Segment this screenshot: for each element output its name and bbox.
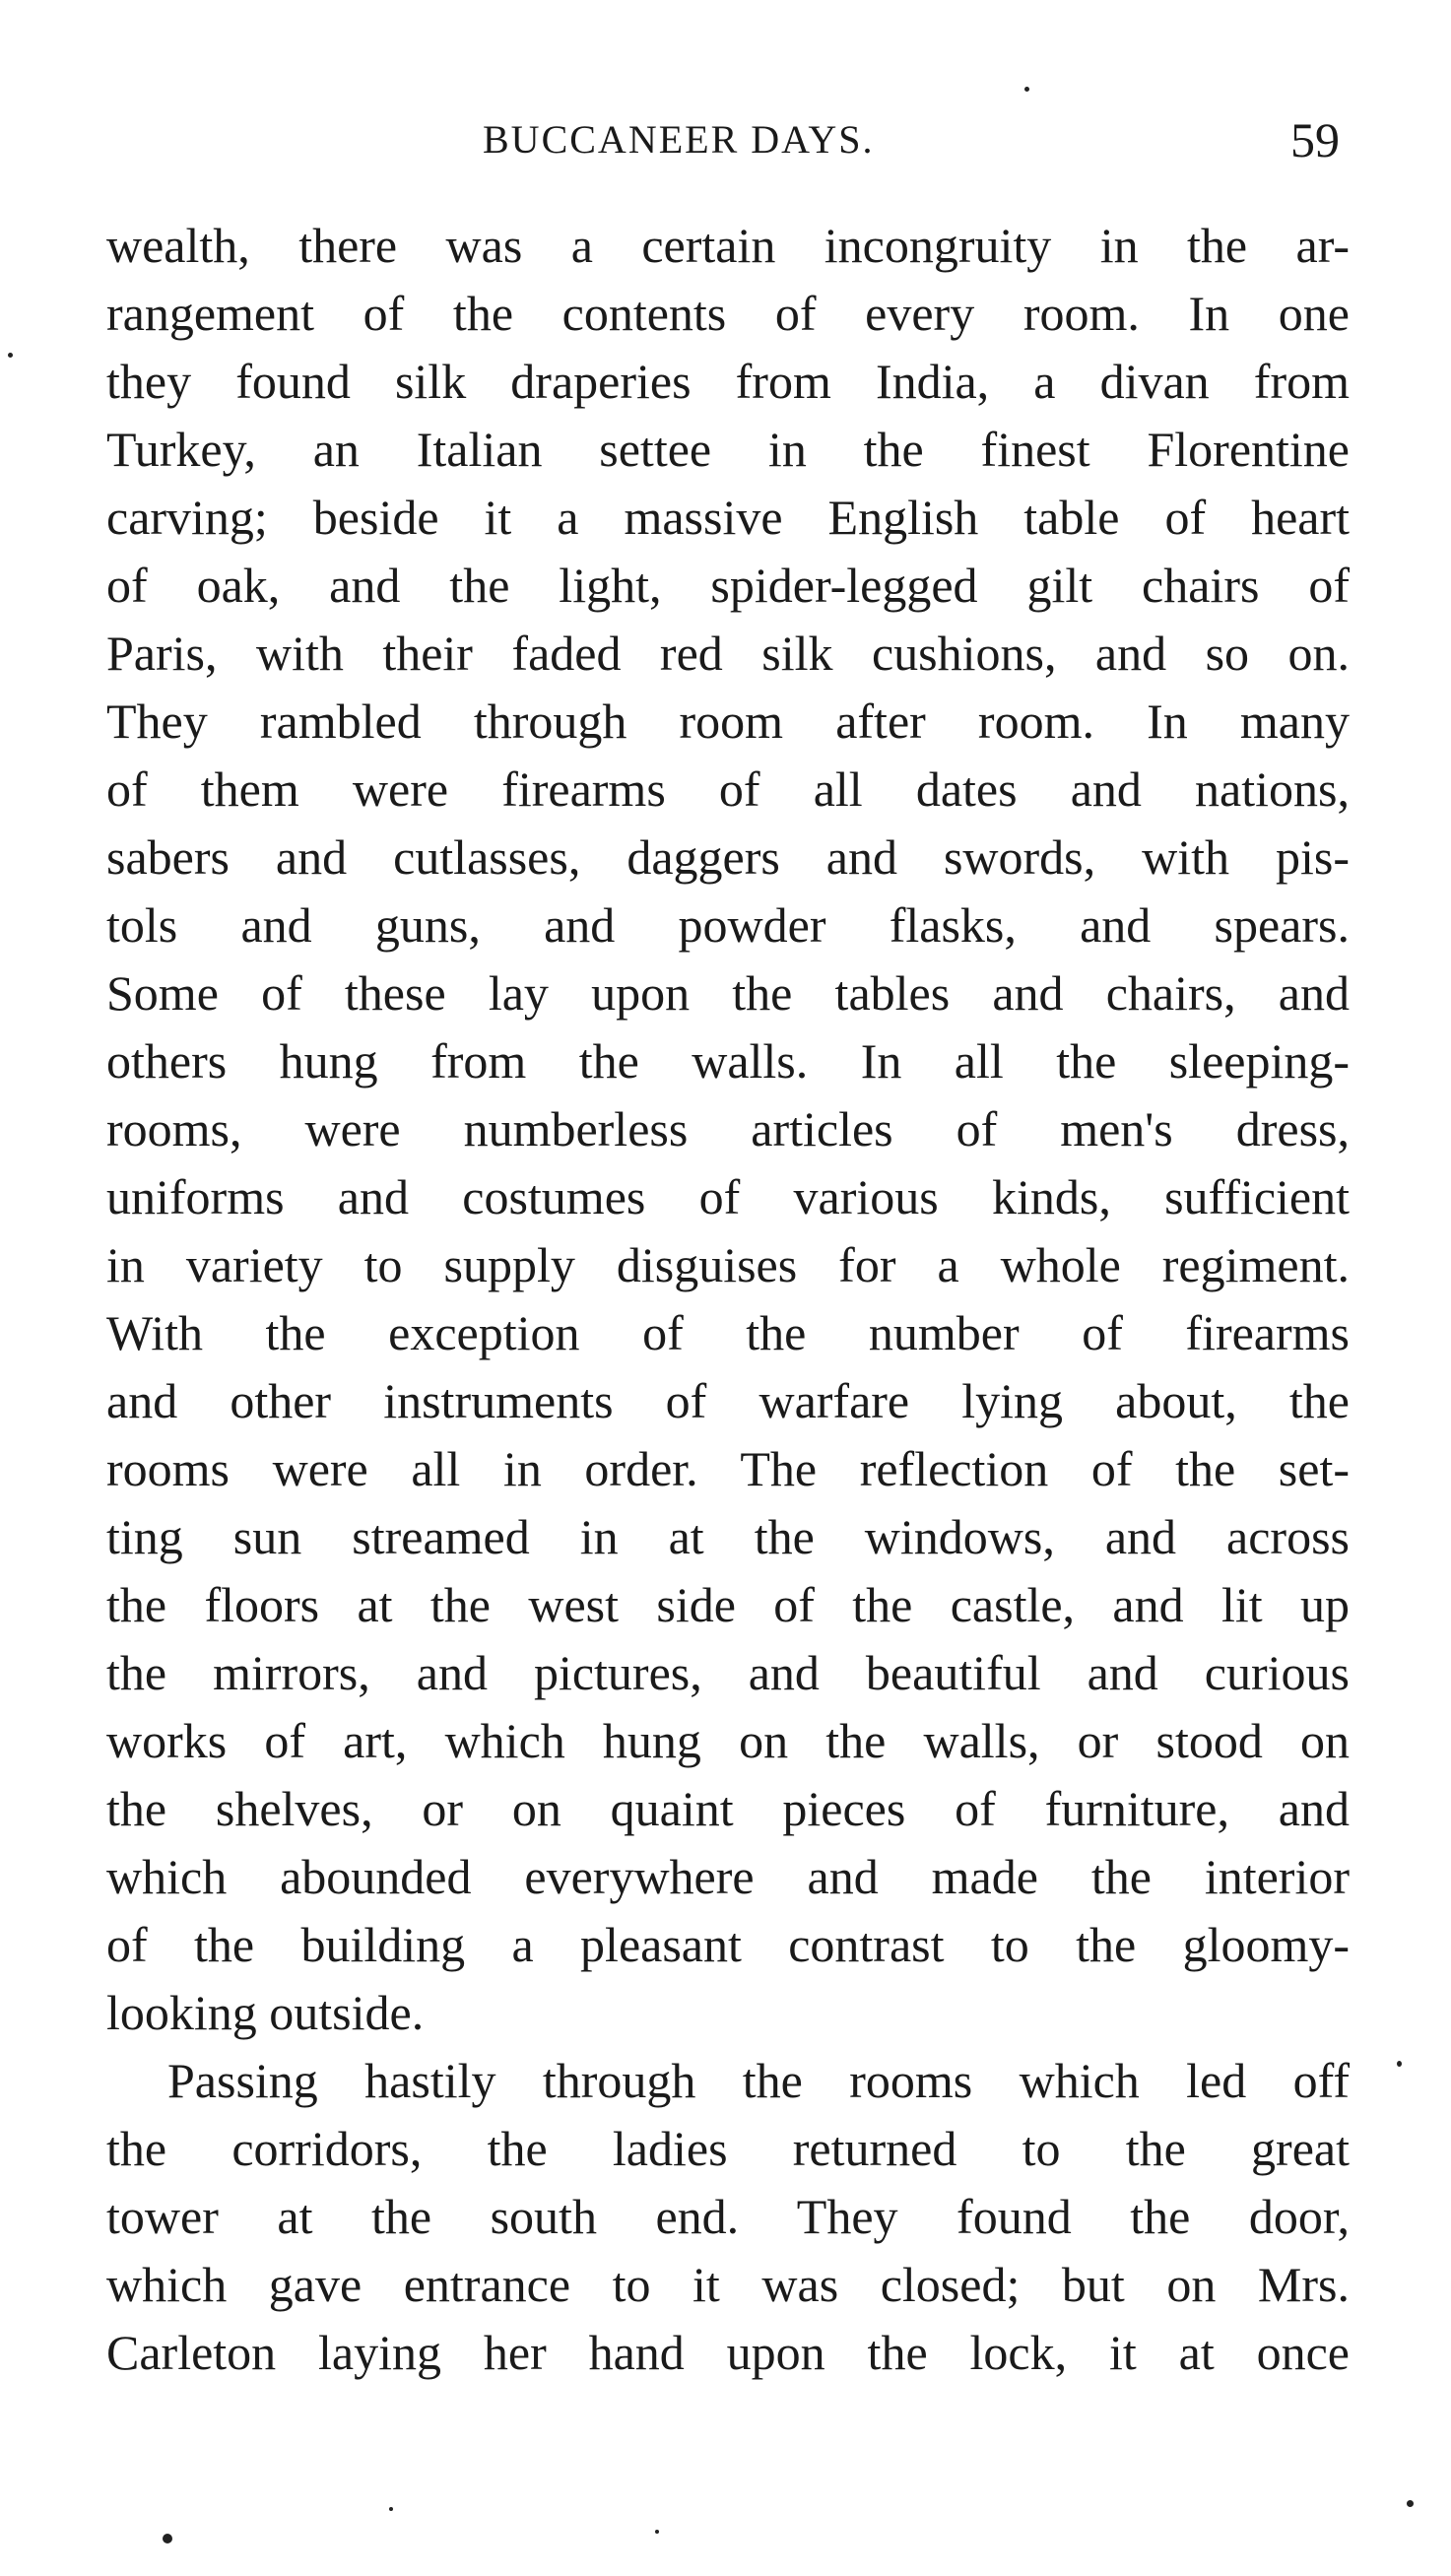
text-line: works of art, which hung on the walls, or stood on bbox=[106, 1713, 1350, 1768]
text-line: uniforms and costumes of various kinds, sufficient bbox=[106, 1169, 1350, 1224]
text-line: tols and guns, and powder flasks, and spears. bbox=[106, 897, 1350, 953]
running-header bbox=[0, 110, 1451, 169]
text-line: of them were firearms of all dates and nations, bbox=[106, 761, 1350, 817]
text-line: sabers and cutlasses, daggers and swords, with pis- bbox=[106, 829, 1350, 885]
page-number: 59 bbox=[1290, 112, 1340, 167]
print-speck bbox=[389, 2507, 393, 2511]
print-speck bbox=[163, 2534, 172, 2543]
text-line: Paris, with their faded red silk cushions, and so on. bbox=[106, 626, 1350, 681]
text-line: They rambled through room after room. In many bbox=[106, 694, 1350, 749]
paragraph-1 bbox=[106, 212, 1350, 2047]
text-line: in variety to supply disguises for a whole regiment. bbox=[106, 1237, 1350, 1292]
text-line: ting sun streamed in at the windows, and across bbox=[106, 1509, 1350, 1564]
text-line: rooms were all in order. The reflection of the set- bbox=[106, 1441, 1350, 1496]
text-line: of oak, and the light, spider-legged gilt chairs of bbox=[106, 558, 1350, 613]
paragraph-2 bbox=[106, 2047, 1350, 2387]
text-line: rooms, were numberless articles of men's dress, bbox=[106, 1101, 1350, 1156]
text-line: of the building a pleasant contrast to the gloomy- bbox=[106, 1917, 1350, 1972]
print-speck bbox=[655, 2530, 659, 2534]
text-line: the corridors, the ladies returned to the great bbox=[106, 2121, 1350, 2176]
print-speck bbox=[8, 353, 13, 358]
body-text bbox=[106, 212, 1350, 2387]
text-line: With the exception of the number of firearms bbox=[106, 1305, 1350, 1360]
text-line: Carleton laying her hand upon the lock, it at once bbox=[106, 2325, 1350, 2380]
print-speck bbox=[1407, 2500, 1414, 2507]
text-line: wealth, there was a certain incongruity in the ar- bbox=[106, 218, 1350, 273]
text-line: rangement of the contents of every room. In one bbox=[106, 286, 1350, 341]
text-line: tower at the south end. They found the door, bbox=[106, 2189, 1350, 2244]
running-title: BUCCANEER DAYS. bbox=[483, 117, 875, 162]
text-line: Some of these lay upon the tables and chairs, and bbox=[106, 965, 1350, 1021]
text-line: others hung from the walls. In all the sleeping- bbox=[106, 1033, 1350, 1089]
text-line: Passing hastily through the rooms which led off bbox=[167, 2053, 1350, 2108]
text-line: which abounded everywhere and made the interior bbox=[106, 1849, 1350, 1904]
text-line: and other instruments of warfare lying about, the bbox=[106, 1373, 1350, 1428]
text-line: which gave entrance to it was closed; but on Mrs. bbox=[106, 2257, 1350, 2312]
text-line: Turkey, an Italian settee in the finest Florentine bbox=[106, 422, 1350, 477]
text-line: the floors at the west side of the castle, and lit up bbox=[106, 1577, 1350, 1632]
print-speck bbox=[1024, 87, 1029, 92]
text-line: the shelves, or on quaint pieces of furniture, and bbox=[106, 1781, 1350, 1836]
text-line: they found silk draperies from India, a divan from bbox=[106, 354, 1350, 409]
text-line: looking outside. bbox=[106, 1985, 425, 2040]
text-line: carving; beside it a massive English table of heart bbox=[106, 490, 1350, 545]
print-speck bbox=[1397, 2061, 1402, 2067]
text-line: the mirrors, and pictures, and beautiful and curious bbox=[106, 1645, 1350, 1700]
